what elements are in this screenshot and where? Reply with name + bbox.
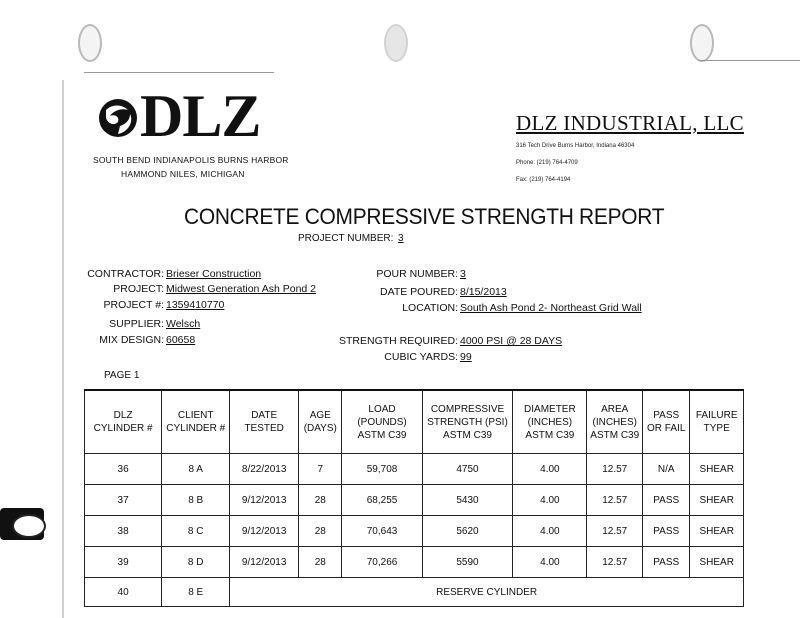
table-cell: 4.00 [513, 485, 587, 516]
page-label: PAGE 1 [104, 370, 140, 381]
table-cell: 28 [299, 485, 342, 516]
table-cell: 5590 [422, 547, 513, 578]
strength-required-value: 4000 PSI @ 28 DAYS [460, 335, 563, 347]
table-cell: 4.00 [513, 547, 587, 578]
contractor-value: Brieser Construction [166, 268, 262, 280]
table-cell: 12.57 [587, 547, 643, 578]
table-cell: 28 [299, 516, 342, 547]
supplier-value: Welsch [166, 318, 201, 330]
pour-number-value: 3 [460, 268, 466, 280]
company-fax: Fax: (219) 764-4194 [516, 177, 571, 183]
punch-hole-center [384, 24, 408, 62]
table-cell: 40 [85, 578, 162, 607]
report-title: CONCRETE COMPRESSIVE STRENGTH REPORT [184, 204, 665, 229]
project-number-value: 3 [398, 233, 404, 244]
punch-hole-left [78, 24, 102, 62]
table-cell: 59,708 [342, 454, 422, 485]
table-cell: 70,266 [342, 547, 422, 578]
office-locations-line-1: SOUTH BEND INDIANAPOLIS BURNS HARBOR [93, 155, 289, 165]
column-header: DATE TESTED [230, 390, 299, 454]
table-cell: SHEAR [690, 485, 744, 516]
table-cell: 38 [85, 516, 162, 547]
scan-line [84, 72, 274, 73]
page-edge [62, 80, 64, 618]
column-header: AREA (INCHES) ASTM C39 [587, 390, 643, 454]
project-label: PROJECT: [113, 283, 164, 295]
table-cell: SHEAR [690, 516, 744, 547]
column-header: LOAD (POUNDS) ASTM C39 [342, 390, 422, 454]
table-cell: 39 [85, 547, 162, 578]
scan-smudge [0, 508, 44, 540]
strength-required-label: STRENGTH REQUIRED: [338, 335, 458, 347]
company-name: DLZ INDUSTRIAL, LLC [516, 111, 744, 135]
project-num-label: PROJECT #: [103, 299, 164, 311]
table-cell: 7 [299, 454, 342, 485]
date-poured-value: 8/15/2013 [460, 286, 507, 298]
table-row [85, 516, 744, 547]
scan-line [698, 60, 800, 61]
table-cell: 9/12/2013 [230, 485, 299, 516]
table-cell: 5620 [422, 516, 513, 547]
location-value: South Ash Pond 2- Northeast Grid Wall [460, 302, 642, 314]
table-cell: 9/12/2013 [230, 516, 299, 547]
table-cell: 12.57 [587, 485, 643, 516]
contractor-label: CONTRACTOR: [87, 268, 164, 280]
cubic-yards-label: CUBIC YARDS: [384, 351, 458, 363]
table-cell: 36 [85, 454, 162, 485]
column-header: FAILURE TYPE [690, 390, 744, 454]
table-cell: 8 E [162, 578, 230, 607]
project-num-value: 1359410770 [166, 299, 225, 311]
table-cell: 4.00 [513, 516, 587, 547]
table-cell: PASS [643, 485, 690, 516]
pour-number-label: POUR NUMBER: [376, 268, 458, 280]
table-cell: 28 [299, 547, 342, 578]
table-cell: PASS [643, 547, 690, 578]
globe-icon [96, 96, 142, 140]
reserve-note: RESERVE CYLINDER [230, 578, 744, 607]
results-table [84, 389, 744, 607]
table-cell: PASS [643, 516, 690, 547]
table-cell: SHEAR [690, 454, 744, 485]
table-cell: 12.57 [587, 516, 643, 547]
table-cell: 68,255 [342, 485, 422, 516]
punch-hole-right [690, 24, 714, 62]
table-cell: 37 [85, 485, 162, 516]
column-header: DLZ CYLINDER # [85, 390, 162, 454]
table-cell: 8 A [162, 454, 230, 485]
mix-design-label: MIX DESIGN: [99, 334, 164, 346]
column-header: AGE (DAYS) [299, 390, 342, 454]
project-number-label: PROJECT NUMBER: [298, 233, 394, 244]
table-cell: 4.00 [513, 454, 587, 485]
table-cell: 4750 [422, 454, 513, 485]
column-header: CLIENT CYLINDER # [162, 390, 230, 454]
column-header: PASS OR FAIL [643, 390, 690, 454]
table-cell: 8 B [162, 485, 230, 516]
table-cell: SHEAR [690, 547, 744, 578]
table-cell: 12.57 [587, 454, 643, 485]
company-phone: Phone: (219) 764-4709 [516, 160, 578, 166]
supplier-label: SUPPLIER: [109, 318, 164, 330]
table-header-row [85, 390, 744, 454]
column-header: DIAMETER (INCHES) ASTM C39 [513, 390, 587, 454]
table-cell: 8/22/2013 [230, 454, 299, 485]
table-row [85, 547, 744, 578]
column-header: COMPRESSIVE STRENGTH (PSI) ASTM C39 [422, 390, 513, 454]
table-row [85, 485, 744, 516]
location-label: LOCATION: [402, 302, 458, 314]
table-cell: 9/12/2013 [230, 547, 299, 578]
logo-text: DLZ [140, 83, 261, 149]
reserve-row [85, 578, 744, 607]
date-poured-label: DATE POURED: [380, 286, 458, 298]
mix-design-value: 60658 [166, 334, 196, 346]
table-row [85, 454, 744, 485]
project-value: Midwest Generation Ash Pond 2 [166, 283, 317, 295]
table-cell: 8 D [162, 547, 230, 578]
table-cell: N/A [643, 454, 690, 485]
office-locations-line-2: HAMMOND NILES, MICHIGAN [121, 169, 245, 179]
company-address: 316 Tech Drive Burns Harbor, Indiana 46304 [516, 143, 635, 149]
cubic-yards-value: 99 [460, 351, 472, 363]
table-cell: 8 C [162, 516, 230, 547]
table-cell: 5430 [422, 485, 513, 516]
table-cell: 70,643 [342, 516, 422, 547]
